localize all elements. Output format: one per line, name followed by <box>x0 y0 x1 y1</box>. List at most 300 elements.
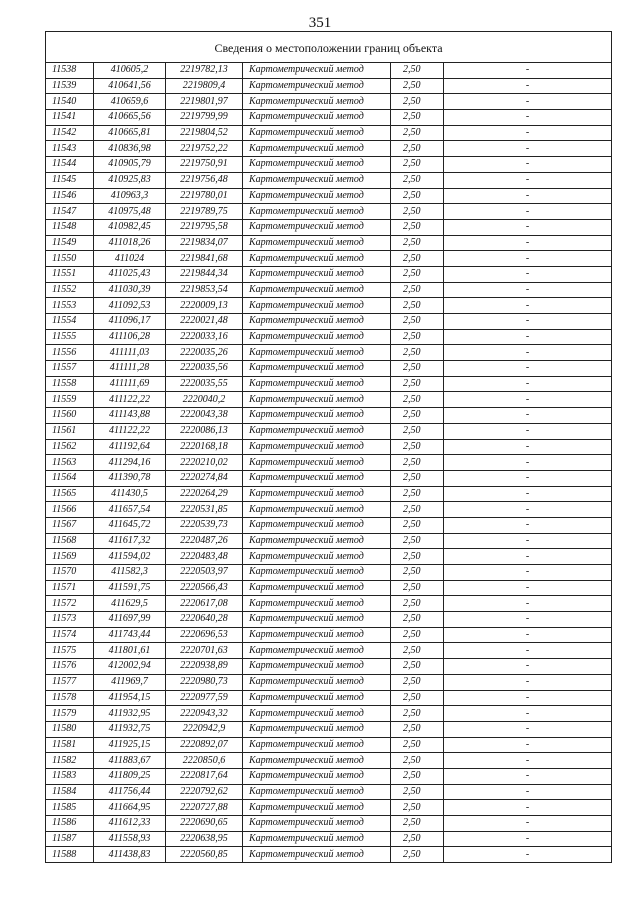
accuracy-cell: 2,50 <box>391 63 444 79</box>
note-cell: - <box>444 204 612 220</box>
y-coordinate-cell: 2219782,13 <box>166 63 243 79</box>
x-coordinate-cell: 411096,17 <box>94 314 166 330</box>
point-number-cell: 11577 <box>46 674 94 690</box>
note-cell: - <box>444 768 612 784</box>
x-coordinate-cell: 411756,44 <box>94 784 166 800</box>
note-cell: - <box>444 800 612 816</box>
accuracy-cell: 2,50 <box>391 533 444 549</box>
accuracy-cell: 2,50 <box>391 721 444 737</box>
x-coordinate-cell: 411617,32 <box>94 533 166 549</box>
table-body <box>46 63 612 863</box>
table-row <box>46 659 612 675</box>
method-cell: Картометрический метод <box>243 172 391 188</box>
note-cell: - <box>444 282 612 298</box>
table-row <box>46 314 612 330</box>
accuracy-cell: 2,50 <box>391 266 444 282</box>
method-cell: Картометрический метод <box>243 847 391 863</box>
accuracy-cell: 2,50 <box>391 172 444 188</box>
table-row <box>46 282 612 298</box>
table-row <box>46 94 612 110</box>
table-row <box>46 517 612 533</box>
method-cell: Картометрический метод <box>243 502 391 518</box>
method-cell: Картометрический метод <box>243 486 391 502</box>
point-number-cell: 11541 <box>46 110 94 126</box>
table-row <box>46 831 612 847</box>
method-cell: Картометрический метод <box>243 408 391 424</box>
point-number-cell: 11551 <box>46 266 94 282</box>
accuracy-cell: 2,50 <box>391 753 444 769</box>
y-coordinate-cell: 2220487,26 <box>166 533 243 549</box>
note-cell: - <box>444 94 612 110</box>
x-coordinate-cell: 411122,22 <box>94 423 166 439</box>
accuracy-cell: 2,50 <box>391 659 444 675</box>
y-coordinate-cell: 2220035,56 <box>166 361 243 377</box>
x-coordinate-cell: 411664,95 <box>94 800 166 816</box>
table-row <box>46 627 612 643</box>
accuracy-cell: 2,50 <box>391 392 444 408</box>
y-coordinate-cell: 2220483,48 <box>166 549 243 565</box>
x-coordinate-cell: 411111,28 <box>94 361 166 377</box>
accuracy-cell: 2,50 <box>391 800 444 816</box>
point-number-cell: 11539 <box>46 78 94 94</box>
y-coordinate-cell: 2220043,38 <box>166 408 243 424</box>
table-row <box>46 565 612 581</box>
note-cell: - <box>444 816 612 832</box>
x-coordinate-cell: 410905,79 <box>94 157 166 173</box>
table-row <box>46 596 612 612</box>
note-cell: - <box>444 125 612 141</box>
table-row <box>46 706 612 722</box>
accuracy-cell: 2,50 <box>391 612 444 628</box>
x-coordinate-cell: 411883,67 <box>94 753 166 769</box>
point-number-cell: 11565 <box>46 486 94 502</box>
point-number-cell: 11557 <box>46 361 94 377</box>
point-number-cell: 11572 <box>46 596 94 612</box>
note-cell: - <box>444 674 612 690</box>
accuracy-cell: 2,50 <box>391 831 444 847</box>
table-row <box>46 376 612 392</box>
point-number-cell: 11584 <box>46 784 94 800</box>
method-cell: Картометрический метод <box>243 565 391 581</box>
table-row <box>46 392 612 408</box>
table-row <box>46 329 612 345</box>
x-coordinate-cell: 410836,98 <box>94 141 166 157</box>
y-coordinate-cell: 2220566,43 <box>166 580 243 596</box>
note-cell: - <box>444 721 612 737</box>
y-coordinate-cell: 2220264,29 <box>166 486 243 502</box>
x-coordinate-cell: 410665,56 <box>94 110 166 126</box>
accuracy-cell: 2,50 <box>391 329 444 345</box>
table-row <box>46 470 612 486</box>
table-row <box>46 643 612 659</box>
y-coordinate-cell: 2219809,4 <box>166 78 243 94</box>
accuracy-cell: 2,50 <box>391 125 444 141</box>
point-number-cell: 11563 <box>46 455 94 471</box>
point-number-cell: 11582 <box>46 753 94 769</box>
point-number-cell: 11573 <box>46 612 94 628</box>
y-coordinate-cell: 2219801,97 <box>166 94 243 110</box>
table-row <box>46 612 612 628</box>
x-coordinate-cell: 410982,45 <box>94 219 166 235</box>
point-number-cell: 11560 <box>46 408 94 424</box>
table-row <box>46 455 612 471</box>
x-coordinate-cell: 411954,15 <box>94 690 166 706</box>
accuracy-cell: 2,50 <box>391 408 444 424</box>
y-coordinate-cell: 2220938,89 <box>166 659 243 675</box>
accuracy-cell: 2,50 <box>391 596 444 612</box>
note-cell: - <box>444 659 612 675</box>
note-cell: - <box>444 612 612 628</box>
table-row <box>46 502 612 518</box>
note-cell: - <box>444 329 612 345</box>
accuracy-cell: 2,50 <box>391 517 444 533</box>
note-cell: - <box>444 235 612 251</box>
x-coordinate-cell: 411932,75 <box>94 721 166 737</box>
y-coordinate-cell: 2220021,48 <box>166 314 243 330</box>
method-cell: Картометрический метод <box>243 157 391 173</box>
point-number-cell: 11556 <box>46 345 94 361</box>
accuracy-cell: 2,50 <box>391 737 444 753</box>
x-coordinate-cell: 411969,7 <box>94 674 166 690</box>
method-cell: Картометрический метод <box>243 800 391 816</box>
method-cell: Картометрический метод <box>243 706 391 722</box>
table-row <box>46 768 612 784</box>
table-row <box>46 753 612 769</box>
method-cell: Картометрический метод <box>243 282 391 298</box>
point-number-cell: 11566 <box>46 502 94 518</box>
table-row <box>46 361 612 377</box>
note-cell: - <box>444 298 612 314</box>
table-row <box>46 847 612 863</box>
accuracy-cell: 2,50 <box>391 706 444 722</box>
method-cell: Картометрический метод <box>243 737 391 753</box>
note-cell: - <box>444 110 612 126</box>
note-cell: - <box>444 219 612 235</box>
note-cell: - <box>444 847 612 863</box>
table-row <box>46 690 612 706</box>
point-number-cell: 11583 <box>46 768 94 784</box>
x-coordinate-cell: 411925,15 <box>94 737 166 753</box>
x-coordinate-cell: 411111,03 <box>94 345 166 361</box>
accuracy-cell: 2,50 <box>391 423 444 439</box>
method-cell: Картометрический метод <box>243 580 391 596</box>
x-coordinate-cell: 410665,81 <box>94 125 166 141</box>
note-cell: - <box>444 157 612 173</box>
accuracy-cell: 2,50 <box>391 784 444 800</box>
x-coordinate-cell: 411629,5 <box>94 596 166 612</box>
table-title: Сведения о местоположении границ объекта <box>46 32 612 63</box>
x-coordinate-cell: 410659,6 <box>94 94 166 110</box>
table-row <box>46 235 612 251</box>
x-coordinate-cell: 412002,94 <box>94 659 166 675</box>
note-cell: - <box>444 439 612 455</box>
note-cell: - <box>444 690 612 706</box>
note-cell: - <box>444 376 612 392</box>
accuracy-cell: 2,50 <box>391 565 444 581</box>
method-cell: Картометрический метод <box>243 94 391 110</box>
table-row <box>46 486 612 502</box>
accuracy-cell: 2,50 <box>391 235 444 251</box>
note-cell: - <box>444 78 612 94</box>
method-cell: Картометрический метод <box>243 612 391 628</box>
accuracy-cell: 2,50 <box>391 627 444 643</box>
method-cell: Картометрический метод <box>243 627 391 643</box>
method-cell: Картометрический метод <box>243 831 391 847</box>
method-cell: Картометрический метод <box>243 361 391 377</box>
point-number-cell: 11559 <box>46 392 94 408</box>
note-cell: - <box>444 737 612 753</box>
y-coordinate-cell: 2219789,75 <box>166 204 243 220</box>
point-number-cell: 11562 <box>46 439 94 455</box>
point-number-cell: 11576 <box>46 659 94 675</box>
y-coordinate-cell: 2219795,58 <box>166 219 243 235</box>
note-cell: - <box>444 361 612 377</box>
x-coordinate-cell: 411582,3 <box>94 565 166 581</box>
x-coordinate-cell: 410975,48 <box>94 204 166 220</box>
method-cell: Картометрический метод <box>243 659 391 675</box>
x-coordinate-cell: 411594,02 <box>94 549 166 565</box>
point-number-cell: 11579 <box>46 706 94 722</box>
accuracy-cell: 2,50 <box>391 768 444 784</box>
table-row <box>46 298 612 314</box>
accuracy-cell: 2,50 <box>391 455 444 471</box>
x-coordinate-cell: 411111,69 <box>94 376 166 392</box>
note-cell: - <box>444 63 612 79</box>
y-coordinate-cell: 2220942,9 <box>166 721 243 737</box>
point-number-cell: 11544 <box>46 157 94 173</box>
y-coordinate-cell: 2220040,2 <box>166 392 243 408</box>
x-coordinate-cell: 411018,26 <box>94 235 166 251</box>
method-cell: Картометрический метод <box>243 266 391 282</box>
method-cell: Картометрический метод <box>243 78 391 94</box>
y-coordinate-cell: 2220210,02 <box>166 455 243 471</box>
note-cell: - <box>444 188 612 204</box>
point-number-cell: 11570 <box>46 565 94 581</box>
point-number-cell: 11561 <box>46 423 94 439</box>
table-row <box>46 674 612 690</box>
table-row <box>46 172 612 188</box>
y-coordinate-cell: 2220792,62 <box>166 784 243 800</box>
method-cell: Картометрический метод <box>243 110 391 126</box>
y-coordinate-cell: 2220640,28 <box>166 612 243 628</box>
accuracy-cell: 2,50 <box>391 204 444 220</box>
point-number-cell: 11552 <box>46 282 94 298</box>
table-title-row <box>46 32 612 63</box>
accuracy-cell: 2,50 <box>391 549 444 565</box>
point-number-cell: 11549 <box>46 235 94 251</box>
method-cell: Картометрический метод <box>243 376 391 392</box>
accuracy-cell: 2,50 <box>391 78 444 94</box>
x-coordinate-cell: 411092,53 <box>94 298 166 314</box>
y-coordinate-cell: 2220817,64 <box>166 768 243 784</box>
note-cell: - <box>444 753 612 769</box>
accuracy-cell: 2,50 <box>391 94 444 110</box>
method-cell: Картометрический метод <box>243 298 391 314</box>
y-coordinate-cell: 2220690,65 <box>166 816 243 832</box>
x-coordinate-cell: 411390,78 <box>94 470 166 486</box>
accuracy-cell: 2,50 <box>391 816 444 832</box>
note-cell: - <box>444 345 612 361</box>
accuracy-cell: 2,50 <box>391 157 444 173</box>
x-coordinate-cell: 411612,33 <box>94 816 166 832</box>
point-number-cell: 11540 <box>46 94 94 110</box>
note-cell: - <box>444 266 612 282</box>
note-cell: - <box>444 784 612 800</box>
note-cell: - <box>444 831 612 847</box>
note-cell: - <box>444 706 612 722</box>
point-number-cell: 11567 <box>46 517 94 533</box>
point-number-cell: 11568 <box>46 533 94 549</box>
point-number-cell: 11575 <box>46 643 94 659</box>
table-row <box>46 78 612 94</box>
table-row <box>46 63 612 79</box>
accuracy-cell: 2,50 <box>391 251 444 267</box>
note-cell: - <box>444 172 612 188</box>
accuracy-cell: 2,50 <box>391 486 444 502</box>
point-number-cell: 11555 <box>46 329 94 345</box>
accuracy-cell: 2,50 <box>391 580 444 596</box>
method-cell: Картометрический метод <box>243 235 391 251</box>
x-coordinate-cell: 411143,88 <box>94 408 166 424</box>
table-row <box>46 721 612 737</box>
accuracy-cell: 2,50 <box>391 282 444 298</box>
x-coordinate-cell: 410605,2 <box>94 63 166 79</box>
table-row <box>46 533 612 549</box>
boundary-coordinates-table <box>45 31 612 863</box>
y-coordinate-cell: 2219799,99 <box>166 110 243 126</box>
point-number-cell: 11588 <box>46 847 94 863</box>
point-number-cell: 11569 <box>46 549 94 565</box>
point-number-cell: 11538 <box>46 63 94 79</box>
note-cell: - <box>444 392 612 408</box>
accuracy-cell: 2,50 <box>391 361 444 377</box>
table-row <box>46 816 612 832</box>
accuracy-cell: 2,50 <box>391 847 444 863</box>
y-coordinate-cell: 2220035,26 <box>166 345 243 361</box>
x-coordinate-cell: 411106,28 <box>94 329 166 345</box>
accuracy-cell: 2,50 <box>391 298 444 314</box>
table-row <box>46 157 612 173</box>
method-cell: Картометрический метод <box>243 816 391 832</box>
method-cell: Картометрический метод <box>243 784 391 800</box>
table-row <box>46 141 612 157</box>
y-coordinate-cell: 2220033,16 <box>166 329 243 345</box>
x-coordinate-cell: 411558,93 <box>94 831 166 847</box>
note-cell: - <box>444 314 612 330</box>
method-cell: Картометрический метод <box>243 204 391 220</box>
table-row <box>46 800 612 816</box>
table-row <box>46 188 612 204</box>
y-coordinate-cell: 2220943,32 <box>166 706 243 722</box>
y-coordinate-cell: 2220503,97 <box>166 565 243 581</box>
accuracy-cell: 2,50 <box>391 314 444 330</box>
y-coordinate-cell: 2220086,13 <box>166 423 243 439</box>
x-coordinate-cell: 410641,56 <box>94 78 166 94</box>
method-cell: Картометрический метод <box>243 392 391 408</box>
note-cell: - <box>444 580 612 596</box>
y-coordinate-cell: 2220560,85 <box>166 847 243 863</box>
point-number-cell: 11586 <box>46 816 94 832</box>
table-row <box>46 737 612 753</box>
accuracy-cell: 2,50 <box>391 470 444 486</box>
table-row <box>46 423 612 439</box>
accuracy-cell: 2,50 <box>391 643 444 659</box>
method-cell: Картометрический метод <box>243 439 391 455</box>
y-coordinate-cell: 2220980,73 <box>166 674 243 690</box>
y-coordinate-cell: 2219804,52 <box>166 125 243 141</box>
x-coordinate-cell: 410925,83 <box>94 172 166 188</box>
x-coordinate-cell: 411932,95 <box>94 706 166 722</box>
accuracy-cell: 2,50 <box>391 376 444 392</box>
method-cell: Картометрический метод <box>243 533 391 549</box>
note-cell: - <box>444 517 612 533</box>
y-coordinate-cell: 2220638,95 <box>166 831 243 847</box>
x-coordinate-cell: 411192,64 <box>94 439 166 455</box>
y-coordinate-cell: 2220531,85 <box>166 502 243 518</box>
note-cell: - <box>444 533 612 549</box>
note-cell: - <box>444 643 612 659</box>
y-coordinate-cell: 2219844,34 <box>166 266 243 282</box>
table-row <box>46 784 612 800</box>
x-coordinate-cell: 411438,83 <box>94 847 166 863</box>
method-cell: Картометрический метод <box>243 455 391 471</box>
point-number-cell: 11571 <box>46 580 94 596</box>
point-number-cell: 11580 <box>46 721 94 737</box>
method-cell: Картометрический метод <box>243 768 391 784</box>
x-coordinate-cell: 411743,44 <box>94 627 166 643</box>
point-number-cell: 11547 <box>46 204 94 220</box>
note-cell: - <box>444 408 612 424</box>
y-coordinate-cell: 2219756,48 <box>166 172 243 188</box>
method-cell: Картометрический метод <box>243 596 391 612</box>
table-row <box>46 204 612 220</box>
y-coordinate-cell: 2220617,08 <box>166 596 243 612</box>
x-coordinate-cell: 411122,22 <box>94 392 166 408</box>
method-cell: Картометрический метод <box>243 517 391 533</box>
method-cell: Картометрический метод <box>243 549 391 565</box>
y-coordinate-cell: 2219834,07 <box>166 235 243 251</box>
point-number-cell: 11550 <box>46 251 94 267</box>
x-coordinate-cell: 411591,75 <box>94 580 166 596</box>
point-number-cell: 11574 <box>46 627 94 643</box>
y-coordinate-cell: 2220701,63 <box>166 643 243 659</box>
note-cell: - <box>444 141 612 157</box>
accuracy-cell: 2,50 <box>391 439 444 455</box>
table-row <box>46 439 612 455</box>
y-coordinate-cell: 2219841,68 <box>166 251 243 267</box>
point-number-cell: 11558 <box>46 376 94 392</box>
note-cell: - <box>444 565 612 581</box>
page-number: 351 <box>308 15 332 31</box>
y-coordinate-cell: 2219853,54 <box>166 282 243 298</box>
accuracy-cell: 2,50 <box>391 345 444 361</box>
note-cell: - <box>444 486 612 502</box>
accuracy-cell: 2,50 <box>391 219 444 235</box>
method-cell: Картометрический метод <box>243 690 391 706</box>
y-coordinate-cell: 2220035,55 <box>166 376 243 392</box>
note-cell: - <box>444 596 612 612</box>
x-coordinate-cell: 411697,99 <box>94 612 166 628</box>
x-coordinate-cell: 411645,72 <box>94 517 166 533</box>
note-cell: - <box>444 423 612 439</box>
x-coordinate-cell: 410963,3 <box>94 188 166 204</box>
method-cell: Картометрический метод <box>243 674 391 690</box>
x-coordinate-cell: 411657,54 <box>94 502 166 518</box>
method-cell: Картометрический метод <box>243 141 391 157</box>
accuracy-cell: 2,50 <box>391 110 444 126</box>
y-coordinate-cell: 2220850,6 <box>166 753 243 769</box>
method-cell: Картометрический метод <box>243 314 391 330</box>
